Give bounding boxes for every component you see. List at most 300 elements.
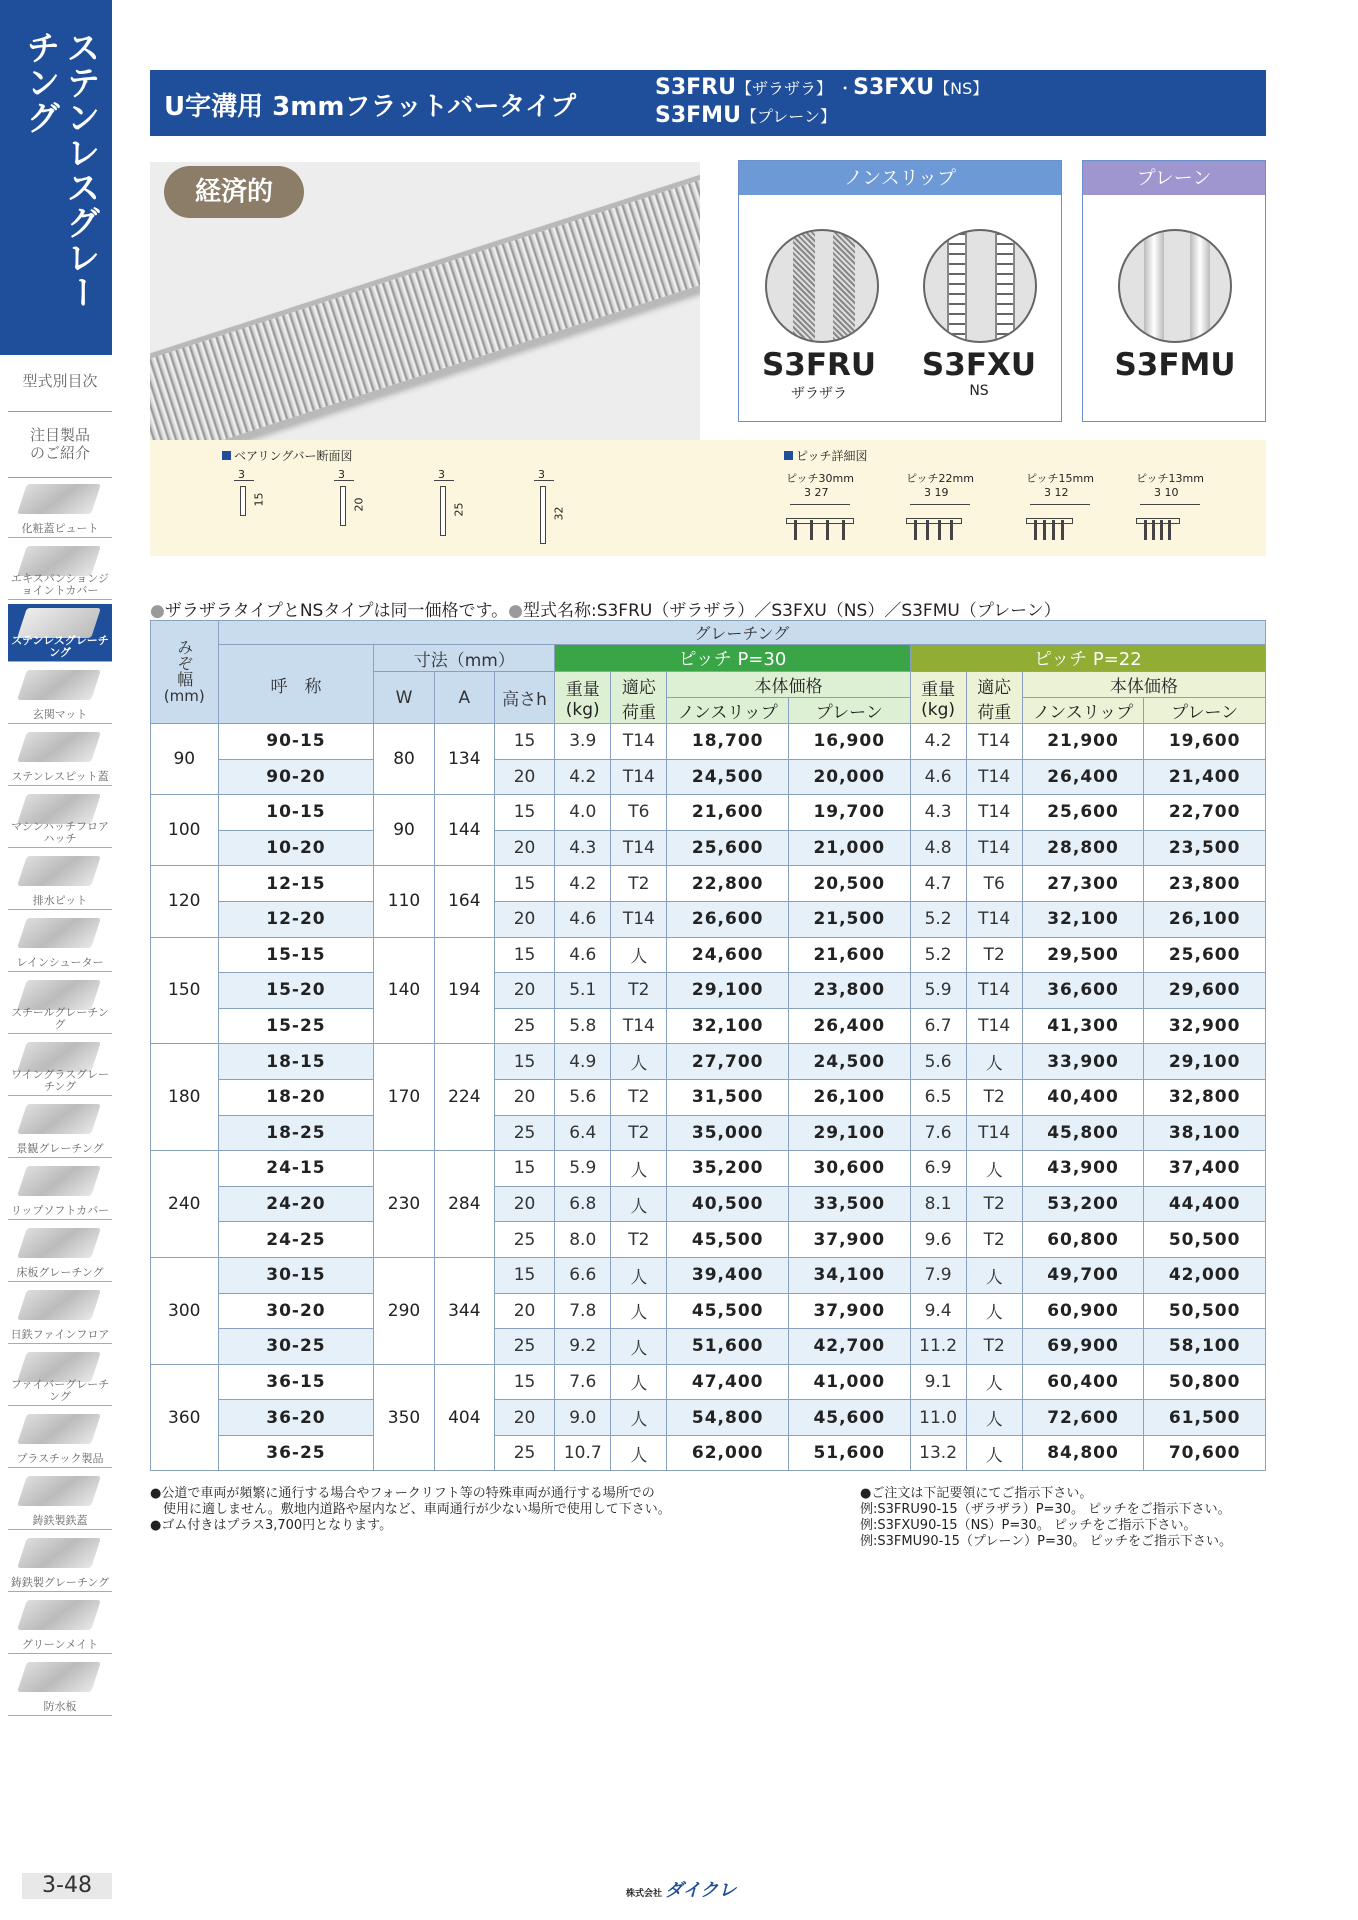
mizo-width-cell: 180 <box>151 1044 219 1151</box>
pitch-diagram <box>786 470 896 550</box>
dimension-line <box>434 480 454 481</box>
category-tab[interactable] <box>0 0 112 355</box>
weight22-cell: 7.6 <box>910 1115 966 1151</box>
product-thumbnail <box>17 918 101 948</box>
table-row <box>151 1435 1266 1471</box>
a-cell: 344 <box>434 1257 494 1364</box>
plain30-price-cell: 19,700 <box>788 795 910 831</box>
load22-cell: 人 <box>966 1435 1022 1471</box>
sidebar-item[interactable] <box>8 1224 112 1282</box>
product-name-cell: 10-15 <box>218 795 374 831</box>
economy-badge: 経済的 <box>164 166 304 218</box>
product-thumbnail <box>17 1166 101 1196</box>
plain30-price-cell: 41,000 <box>788 1364 910 1400</box>
sidebar-item-label: ステンレスグレーチング <box>11 634 109 659</box>
bar-mark <box>1144 520 1147 540</box>
pitch-dims: 3 19 <box>924 486 949 499</box>
plain30-price-cell: 42,700 <box>788 1329 910 1365</box>
nonslip-type-box <box>738 160 1062 422</box>
bar-mark <box>810 520 813 540</box>
nonslip22-price-cell: 72,600 <box>1022 1400 1144 1436</box>
sidebar-item-label: プラスチック製品 <box>16 1452 104 1465</box>
load22-cell: T2 <box>966 1186 1022 1222</box>
load30-cell: T14 <box>611 901 667 937</box>
product-name-cell: 36-25 <box>218 1435 374 1471</box>
pitch-label: ピッチ22mm <box>906 472 974 485</box>
bar-thickness: 3 <box>438 468 445 481</box>
model-line-2 <box>655 103 836 128</box>
model-code-s3fmu: S3FMU <box>1114 347 1236 383</box>
product-name-cell: 10-20 <box>218 830 374 866</box>
load22-cell: T14 <box>966 795 1022 831</box>
serrated-bar-shape <box>833 231 855 343</box>
product-thumbnail <box>17 1104 101 1134</box>
nonslip22-price-cell: 26,400 <box>1022 759 1144 795</box>
h-cell: 20 <box>494 1186 554 1222</box>
bar-mark <box>1168 520 1171 540</box>
sidebar-item[interactable] <box>8 1348 112 1406</box>
load30-cell: T2 <box>611 1222 667 1258</box>
bar-mark <box>926 520 929 540</box>
product-name-cell: 24-15 <box>218 1151 374 1187</box>
nonslip22-price-cell: 84,800 <box>1022 1435 1144 1471</box>
sidebar-item[interactable] <box>8 1596 112 1654</box>
ns-bar-shape <box>947 231 967 343</box>
h-cell: 20 <box>494 759 554 795</box>
plain30-price-cell: 16,900 <box>788 724 910 760</box>
weight30-cell: 5.8 <box>555 1008 611 1044</box>
product-thumbnail <box>17 732 101 762</box>
load30-cell: 人 <box>611 1435 667 1471</box>
sidebar-item[interactable] <box>8 1162 112 1220</box>
product-thumbnail <box>17 1228 101 1258</box>
sidebar-item[interactable] <box>8 666 112 724</box>
nonslip30-price-cell: 62,000 <box>667 1435 789 1471</box>
plain22-price-cell: 70,600 <box>1144 1435 1266 1471</box>
sidebar-item-label: スチールグレーチング <box>11 1006 109 1031</box>
table-row <box>151 901 1266 937</box>
product-thumbnail <box>17 484 101 514</box>
nonslip-header: ノンスリップ <box>739 161 1061 195</box>
weight-header-22: 重量 (kg) <box>910 672 966 724</box>
serrated-bar-icon <box>765 229 879 343</box>
weight22-cell: 4.7 <box>910 866 966 902</box>
bar-mark <box>1160 520 1163 540</box>
load30-cell: T14 <box>611 1008 667 1044</box>
plain22-price-cell: 50,800 <box>1144 1364 1266 1400</box>
model-separator: ・ <box>837 79 854 98</box>
same-price-note: ●ザラザラタイプとNSタイプは同一価格です。●型式名称:S3FRU（ザラザラ）／S3FXU（NS）／S3FMU（プレーン） <box>150 601 1061 621</box>
dimension-line <box>234 480 254 481</box>
product-thumbnail <box>17 1600 101 1630</box>
nonslip22-price-cell: 28,800 <box>1022 830 1144 866</box>
nonslip30-price-cell: 35,200 <box>667 1151 789 1187</box>
sidebar <box>0 0 112 1920</box>
sidebar-item[interactable] <box>8 976 112 1034</box>
mizo-width-cell: 100 <box>151 795 219 866</box>
pitch-label: ピッチ15mm <box>1026 472 1094 485</box>
dimension-line <box>534 480 554 481</box>
product-thumbnail <box>17 1662 101 1692</box>
weight30-cell: 9.0 <box>555 1400 611 1436</box>
nonslip30-price-cell: 25,600 <box>667 830 789 866</box>
h-cell: 15 <box>494 724 554 760</box>
load22-cell: T2 <box>966 1222 1022 1258</box>
table-row <box>151 1293 1266 1329</box>
load22-cell: 人 <box>966 1400 1022 1436</box>
usage-notes: ●公道で車両が頻繁に通行する場合やフォークリフト等の特殊車両が通行する場所での 使用に適しません。敷地内道路や屋内など、車両通行が少ない場所で使用して下さい。 ●ゴム付きはプラス3,700円となります。 <box>150 1486 671 1533</box>
load22-cell: 人 <box>966 1364 1022 1400</box>
page-number: 3-48 <box>22 1873 112 1899</box>
h-cell: 25 <box>494 1435 554 1471</box>
product-thumbnail <box>17 1414 101 1444</box>
weight30-cell: 7.6 <box>555 1364 611 1400</box>
product-thumbnail <box>17 670 101 700</box>
model-code-s3fxu: S3FXU <box>921 347 1037 383</box>
nonslip22-price-cell: 60,900 <box>1022 1293 1144 1329</box>
sidebar-item[interactable] <box>8 480 112 538</box>
weight22-cell: 4.2 <box>910 724 966 760</box>
nonslip30-price-cell: 26,600 <box>667 901 789 937</box>
a-cell: 404 <box>434 1364 494 1471</box>
dimension-line <box>334 480 354 481</box>
sidebar-item-label: ファイバーグレーチング <box>10 1378 110 1403</box>
sidebar-item[interactable] <box>8 1658 112 1716</box>
sidebar-item-label: ステンレスピット蓋 <box>11 770 109 783</box>
product-name-cell: 12-20 <box>218 901 374 937</box>
weight30-cell: 5.1 <box>555 973 611 1009</box>
sidebar-link-featured[interactable]: 注目製品のご紹介 <box>8 426 112 478</box>
bar-height: 15 <box>252 492 266 507</box>
load22-cell: 人 <box>966 1044 1022 1080</box>
nonslip30-price-cell: 31,500 <box>667 1079 789 1115</box>
product-name-cell: 18-20 <box>218 1079 374 1115</box>
bar-height: 25 <box>452 502 466 517</box>
price-header-30: 本体価格 <box>667 672 910 698</box>
model-code: S3FRU <box>655 75 736 100</box>
product-photo <box>150 162 700 440</box>
load22-cell: T14 <box>966 724 1022 760</box>
model-code-s3fru: S3FRU <box>761 347 877 383</box>
w-cell: 290 <box>374 1257 434 1364</box>
weight22-cell: 4.3 <box>910 795 966 831</box>
plain30-price-cell: 21,000 <box>788 830 910 866</box>
sidebar-item[interactable] <box>8 542 112 600</box>
sidebar-item[interactable] <box>8 1038 112 1096</box>
w-cell: 170 <box>374 1044 434 1151</box>
bar-outline <box>340 486 346 526</box>
a-cell: 284 <box>434 1151 494 1258</box>
weight22-cell: 5.9 <box>910 973 966 1009</box>
nonslip30-price-cell: 51,600 <box>667 1329 789 1365</box>
sidebar-item-label: 防水板 <box>43 1700 77 1713</box>
plain22-price-cell: 61,500 <box>1144 1400 1266 1436</box>
load22-cell: T2 <box>966 1329 1022 1365</box>
sidebar-item[interactable] <box>8 604 112 662</box>
h-cell: 20 <box>494 973 554 1009</box>
plain30-price-cell: 21,500 <box>788 901 910 937</box>
load30-cell: 人 <box>611 937 667 973</box>
sidebar-item-label: 床板グレーチング <box>16 1266 104 1279</box>
nonslip22-price-cell: 32,100 <box>1022 901 1144 937</box>
nonslip22-price-cell: 27,300 <box>1022 866 1144 902</box>
bar-height: 32 <box>552 506 566 521</box>
load-header-30: 適応 荷重 <box>611 672 667 724</box>
sidebar-item-label: 玄関マット <box>32 708 88 721</box>
nonslip22-price-cell: 25,600 <box>1022 795 1144 831</box>
bearing-bar-section <box>432 468 472 548</box>
product-name-cell: 30-25 <box>218 1329 374 1365</box>
weight22-cell: 5.2 <box>910 901 966 937</box>
dimension-line <box>1030 504 1090 505</box>
bar-mark <box>1061 520 1064 540</box>
pitch30-header: ピッチ P=30 <box>555 645 910 672</box>
load30-cell: 人 <box>611 1186 667 1222</box>
table-row <box>151 1364 1266 1400</box>
load-header-22: 適応 荷重 <box>966 672 1022 724</box>
model-tag: 【NS】 <box>934 79 989 98</box>
sidebar-item[interactable] <box>8 1100 112 1158</box>
load30-cell: 人 <box>611 1151 667 1187</box>
plain30-price-cell: 51,600 <box>788 1435 910 1471</box>
h-cell: 15 <box>494 1364 554 1400</box>
weight30-cell: 6.8 <box>555 1186 611 1222</box>
load22-cell: T6 <box>966 866 1022 902</box>
plain30-price-cell: 30,600 <box>788 1151 910 1187</box>
plain-type-box <box>1082 160 1266 422</box>
nonslip30-price-cell: 22,800 <box>667 866 789 902</box>
load30-cell: T6 <box>611 795 667 831</box>
bar-mark <box>826 520 829 540</box>
load30-cell: T14 <box>611 759 667 795</box>
model-tag: 【プレーン】 <box>740 107 836 126</box>
nonslip30-price-cell: 35,000 <box>667 1115 789 1151</box>
sidebar-item-label: マシンハッチフロアハッチ <box>11 820 109 845</box>
nonslip22-price-cell: 36,600 <box>1022 973 1144 1009</box>
product-name-cell: 24-25 <box>218 1222 374 1258</box>
plain22-price-cell: 25,600 <box>1144 937 1266 973</box>
model-tag: 【ザラザラ】 <box>736 79 833 98</box>
load22-cell: T14 <box>966 1008 1022 1044</box>
sidebar-item[interactable] <box>8 852 112 910</box>
model-code: S3FXU <box>853 75 935 100</box>
h-cell: 15 <box>494 866 554 902</box>
load30-cell: T2 <box>611 866 667 902</box>
plain22-price-cell: 22,700 <box>1144 795 1266 831</box>
plain-header-22: プレーン <box>1144 698 1266 724</box>
sidebar-item[interactable] <box>8 728 112 786</box>
sidebar-item[interactable] <box>8 1472 112 1530</box>
product-thumbnail <box>17 1538 101 1568</box>
plain22-price-cell: 26,100 <box>1144 901 1266 937</box>
plain22-price-cell: 37,400 <box>1144 1151 1266 1187</box>
weight22-cell: 8.1 <box>910 1186 966 1222</box>
product-name-cell: 90-15 <box>218 724 374 760</box>
bar-thickness: 3 <box>338 468 345 481</box>
plain22-price-cell: 23,800 <box>1144 866 1266 902</box>
pitch22-header: ピッチ P=22 <box>910 645 1265 672</box>
plain-header: プレーン <box>1083 161 1265 195</box>
model-code: S3FMU <box>655 103 741 128</box>
load30-cell: 人 <box>611 1257 667 1293</box>
pitch-diagram <box>906 470 1016 550</box>
table-row <box>151 1400 1266 1436</box>
sidebar-item-label: グリーンメイト <box>21 1638 99 1651</box>
bearing-bar-section <box>332 468 372 548</box>
h-cell: 20 <box>494 901 554 937</box>
mizo-width-cell: 120 <box>151 866 219 937</box>
plain-header-30: プレーン <box>788 698 910 724</box>
weight30-cell: 4.6 <box>555 901 611 937</box>
mizo-width-cell: 240 <box>151 1151 219 1258</box>
sidebar-item[interactable] <box>8 1534 112 1592</box>
pitch-label: ピッチ13mm <box>1136 472 1204 485</box>
w-header: W <box>374 672 434 724</box>
name-header: 呼 称 <box>218 645 374 724</box>
load30-cell: 人 <box>611 1400 667 1436</box>
bar-thickness: 3 <box>238 468 245 481</box>
bearing-bar-title: ベアリングバー断面図 <box>222 447 353 464</box>
sidebar-item-label: 日鉄ファインフロア <box>10 1328 110 1341</box>
product-name-cell: 24-20 <box>218 1186 374 1222</box>
weight22-cell: 4.8 <box>910 830 966 866</box>
product-name-cell: 15-20 <box>218 973 374 1009</box>
plain30-price-cell: 20,500 <box>788 866 910 902</box>
plain30-price-cell: 45,600 <box>788 1400 910 1436</box>
weight30-cell: 6.4 <box>555 1115 611 1151</box>
bar-thickness: 3 <box>538 468 545 481</box>
nonslip30-price-cell: 32,100 <box>667 1008 789 1044</box>
bar-outline <box>440 486 446 536</box>
nonslip30-price-cell: 24,500 <box>667 759 789 795</box>
bar-mark <box>914 520 917 540</box>
a-cell: 194 <box>434 937 494 1044</box>
a-cell: 134 <box>434 724 494 795</box>
sidebar-item[interactable] <box>8 1410 112 1468</box>
h-cell: 15 <box>494 1151 554 1187</box>
mizo-width-cell: 90 <box>151 724 219 795</box>
load22-cell: T2 <box>966 937 1022 973</box>
weight22-cell: 5.6 <box>910 1044 966 1080</box>
nonslip22-price-cell: 69,900 <box>1022 1329 1144 1365</box>
section-diagrams <box>150 440 1266 556</box>
table-row <box>151 830 1266 866</box>
nonslip22-price-cell: 53,200 <box>1022 1186 1144 1222</box>
weight22-cell: 7.9 <box>910 1257 966 1293</box>
sidebar-item-label: 鋳鉄製鉄蓋 <box>32 1514 88 1527</box>
table-row <box>151 795 1266 831</box>
plain30-price-cell: 24,500 <box>788 1044 910 1080</box>
plain22-price-cell: 23,500 <box>1144 830 1266 866</box>
h-cell: 15 <box>494 1044 554 1080</box>
order-notes: ●ご注文は下記要領にてご指示下さい。 例:S3FRU90-15（ザラザラ）P=30。 ピッチをご指示下さい。 例:S3FXU90-15（NS）P=30。 ピッチをご指示下さい。 例:S3FMU90-15（プレーン）P=30。 ピッチをご指示下さい。 <box>860 1486 1232 1549</box>
nonslip22-price-cell: 43,900 <box>1022 1151 1144 1187</box>
load30-cell: T2 <box>611 1079 667 1115</box>
dimension-line <box>1140 504 1200 505</box>
plain30-price-cell: 37,900 <box>788 1222 910 1258</box>
pitch-dims: 3 10 <box>1154 486 1179 499</box>
nonslip30-price-cell: 24,600 <box>667 937 789 973</box>
load22-cell: 人 <box>966 1257 1022 1293</box>
sidebar-item[interactable] <box>8 1286 112 1344</box>
ns-bar-icon <box>923 229 1037 343</box>
a-cell: 144 <box>434 795 494 866</box>
sidebar-link-index[interactable]: 型式別目次 <box>8 372 112 412</box>
product-thumbnail <box>17 1290 101 1320</box>
weight30-cell: 4.2 <box>555 866 611 902</box>
mizo-header: みぞ幅 (mm) <box>151 621 219 724</box>
load22-cell: 人 <box>966 1151 1022 1187</box>
h-cell: 20 <box>494 1079 554 1115</box>
h-header: 高さh <box>494 672 554 724</box>
load30-cell: T14 <box>611 830 667 866</box>
product-name-cell: 30-20 <box>218 1293 374 1329</box>
h-cell: 25 <box>494 1329 554 1365</box>
w-cell: 90 <box>374 795 434 866</box>
weight22-cell: 11.0 <box>910 1400 966 1436</box>
a-cell: 224 <box>434 1044 494 1151</box>
weight30-cell: 7.8 <box>555 1293 611 1329</box>
dimension-line <box>790 504 850 505</box>
product-name-cell: 15-15 <box>218 937 374 973</box>
h-cell: 25 <box>494 1008 554 1044</box>
mizo-width-cell: 360 <box>151 1364 219 1471</box>
h-cell: 15 <box>494 1257 554 1293</box>
plain-bar-icon <box>1118 229 1232 343</box>
weight22-cell: 11.2 <box>910 1329 966 1365</box>
pitch-dims: 3 12 <box>1044 486 1069 499</box>
table-row <box>151 1329 1266 1365</box>
price-table <box>150 620 1266 1471</box>
sidebar-item[interactable] <box>8 914 112 972</box>
nonslip22-price-cell: 40,400 <box>1022 1079 1144 1115</box>
weight22-cell: 4.6 <box>910 759 966 795</box>
sidebar-item-label: レインシューター <box>16 956 104 969</box>
sidebar-item[interactable] <box>8 790 112 848</box>
product-name-cell: 18-25 <box>218 1115 374 1151</box>
plain30-price-cell: 26,400 <box>788 1008 910 1044</box>
bar-height: 20 <box>352 497 366 512</box>
nonslip30-price-cell: 40,500 <box>667 1186 789 1222</box>
plain-bar-shape <box>1190 231 1210 343</box>
nonslip30-price-cell: 45,500 <box>667 1222 789 1258</box>
weight30-cell: 4.2 <box>555 759 611 795</box>
bar-mark <box>794 520 797 540</box>
table-row <box>151 1151 1266 1187</box>
table-row <box>151 1257 1266 1293</box>
weight30-cell: 5.6 <box>555 1079 611 1115</box>
bar-outline <box>240 486 246 516</box>
w-cell: 230 <box>374 1151 434 1258</box>
nonslip30-price-cell: 54,800 <box>667 1400 789 1436</box>
load30-cell: 人 <box>611 1293 667 1329</box>
plain22-price-cell: 44,400 <box>1144 1186 1266 1222</box>
sidebar-item-label: リップソフトカバー <box>10 1204 110 1217</box>
weight22-cell: 9.6 <box>910 1222 966 1258</box>
weight30-cell: 4.9 <box>555 1044 611 1080</box>
category-title: ステンレスグレーチング <box>20 30 100 310</box>
nonslip30-price-cell: 39,400 <box>667 1257 789 1293</box>
weight30-cell: 3.9 <box>555 724 611 760</box>
table-row <box>151 973 1266 1009</box>
plain22-price-cell: 50,500 <box>1144 1293 1266 1329</box>
weight-header-30: 重量 (kg) <box>555 672 611 724</box>
weight22-cell: 6.5 <box>910 1079 966 1115</box>
load22-cell: T14 <box>966 973 1022 1009</box>
table-row <box>151 866 1266 902</box>
plain30-price-cell: 20,000 <box>788 759 910 795</box>
product-title: U字溝用 3mmフラットバータイプ <box>164 92 577 122</box>
